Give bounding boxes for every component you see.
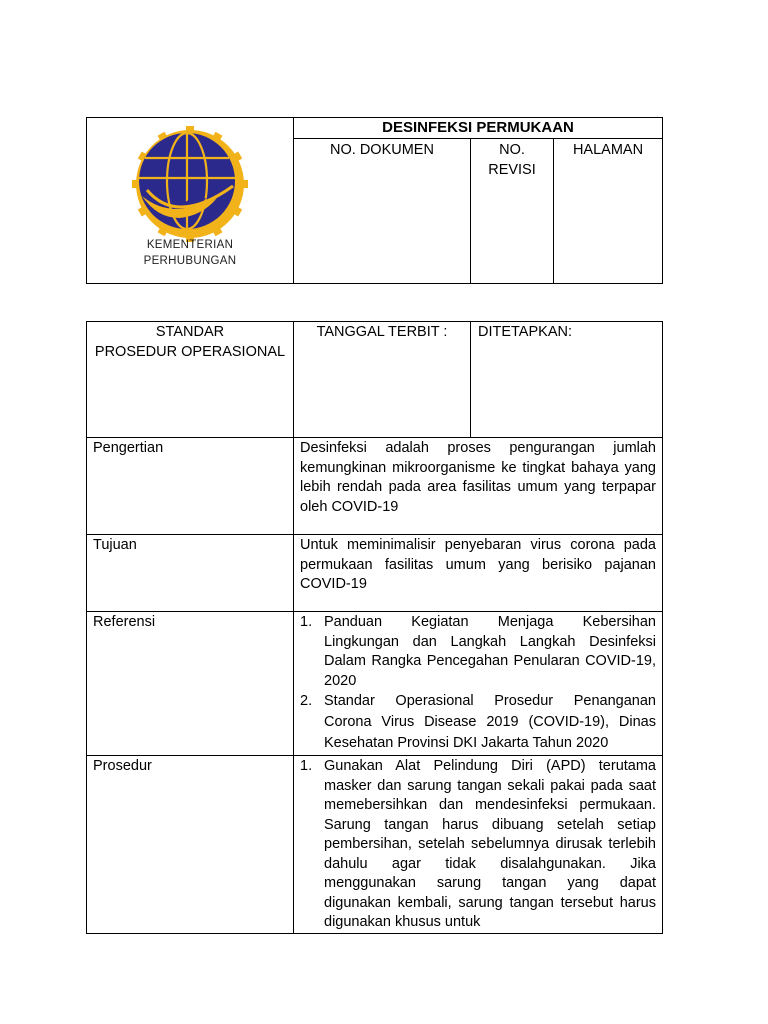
logo-cell (87, 118, 294, 284)
no-dokumen-cell (294, 139, 471, 284)
list-number: 1. (300, 758, 313, 774)
halaman-label: HALAMAN (572, 142, 644, 159)
pengertian-text: Desinfeksi adalah proses pengurangan jumlah kemungkinan mikroorganisme ke tingkat bahaya yang lebih rendah pada area fasilitas umum yang terpapar oleh COVID-19 (294, 438, 663, 535)
kementerian-perhubungan-logo (87, 126, 293, 246)
no-revisi-cell (471, 139, 554, 284)
standar-cell (87, 322, 294, 438)
document-title: DESINFEKSI PERMUKAAN (294, 118, 663, 139)
no-revisi-label-1: NO. (499, 142, 525, 159)
no-revisi-label-2: REVISI (488, 161, 536, 178)
list-text: Panduan Kegiatan Menjaga Kebersihan Lingkungan dan Langkah Langkah Desinfeksi Dalam Rangka Pencegahan Penularan COVID-19, 2020 (324, 614, 656, 689)
list-text: Standar Operasional Prosedur Penanganan Corona Virus Disease 2019 (COVID-19), Dinas Kesehatan Provinsi DKI Jakarta Tahun 2020 (324, 693, 656, 751)
list-text: Gunakan Alat Pelindung Diri (APD) terutama masker dan sarung tangan sekali pakai pada saat memebersihkan dan mendesinfeksi permukaan. Sarung tangan harus dibuang setelah setiap pembersihan, setelah sebelumnya dirusak terlebih dahulu agar tidak disalahgunakan. Jika menggunakan sarung tangan yang dapat digunakan kembali, sarung tangan tersebut harus digunakan khusus untuk (324, 758, 656, 930)
ditetapkan-cell (471, 322, 663, 438)
tujuan-label: Tujuan (87, 535, 294, 612)
standar-label-2: PROSEDUR OPERASIONAL (94, 343, 286, 360)
header-table (86, 117, 663, 284)
list-number: 1. (300, 614, 313, 630)
list-item (300, 613, 656, 691)
no-dokumen-label: NO. DOKUMEN (330, 142, 434, 159)
referensi-list (300, 613, 656, 754)
sop-table (86, 321, 663, 934)
tujuan-text: Untuk meminimalisir penyebaran virus corona pada permukaan fasilitas umum yang berisiko pajanan COVID-19 (294, 535, 663, 612)
tanggal-terbit-cell (294, 322, 471, 438)
referensi-content (294, 612, 663, 756)
list-item (300, 691, 656, 754)
standar-label-1: STANDAR (155, 324, 225, 340)
list-item (300, 757, 656, 933)
prosedur-content (294, 756, 663, 934)
prosedur-label: Prosedur (87, 756, 294, 934)
prosedur-list (300, 757, 656, 933)
pengertian-label: Pengertian (87, 438, 294, 535)
logo-caption-line1: KEMENTERIAN (146, 239, 234, 251)
tanggal-terbit-label: TANGGAL TERBIT : (316, 324, 448, 340)
halaman-cell (554, 139, 663, 284)
list-number: 2. (300, 693, 313, 709)
logo-caption-line2: PERHUBUNGAN (143, 255, 237, 267)
referensi-label: Referensi (87, 612, 294, 756)
ditetapkan-label: DITETAPKAN: (478, 324, 572, 340)
